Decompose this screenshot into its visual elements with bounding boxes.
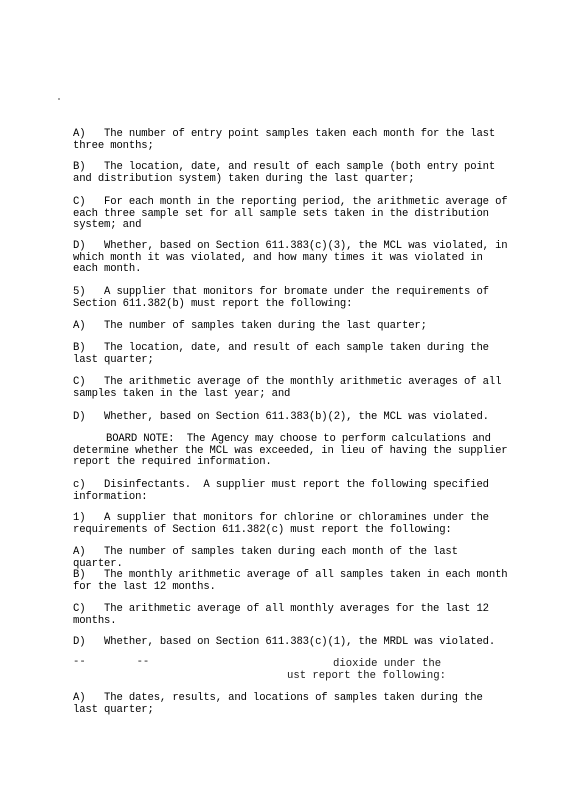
board-note: BOARD NOTE: The Agency may choose to perform calculations and determine whether the MCL was exceeded, in lieu of having the supplier report the required information. xyxy=(73,433,514,468)
paragraph-c-arithmetic-average: C) For each month in the reporting period, the arithmetic average of each three sample set for all sample sets taken in the distribution system; and xyxy=(73,196,514,231)
paragraph-a-samples-each-month: A) The number of samples taken during each month of the last quarter. xyxy=(73,546,465,570)
paragraph-a-samples-last-quarter: A) The number of samples taken during the last quarter; xyxy=(73,320,427,332)
paragraph-c-average-monthly-averages: C) The arithmetic average of all monthly averages for the last 12 months. xyxy=(73,603,496,627)
paragraph-d-mcl-violated: D) Whether, based on Section 611.383(c)(3), the MCL was violated, in which month it was violated, and how many times it was violated in each month. xyxy=(73,240,514,275)
fragment-report-line: ust report the following: xyxy=(287,670,446,682)
paragraph-d-mrdl-violated: D) Whether, based on Section 611.383(c)(1), the MRDL was violated. xyxy=(73,636,496,648)
paragraph-a-dates-results-locations: A) The dates, results, and locations of samples taken during the last quarter; xyxy=(73,692,489,716)
paragraph-d-bromate-mcl: D) Whether, based on Section 611.383(b)(2), the MCL was violated. xyxy=(73,411,489,423)
paragraph-1-chlorine-chloramines: 1) A supplier that monitors for chlorine or chloramines under the requirements of Section 611.382(c) must report the following: xyxy=(73,512,496,536)
paragraph-b-location-date-result: B) The location, date, and result of each sample (both entry point and distribution system) taken during the last quarter; xyxy=(73,161,502,185)
fragment-dioxide-line: dioxide under the xyxy=(333,658,442,670)
fragment-left-dashes: -- -- xyxy=(73,656,150,668)
paragraph-b-each-sample: B) The location, date, and result of each sample taken during the last quarter; xyxy=(73,342,496,366)
paragraph-a-entry-point-samples: A) The number of entry point samples taken each month for the last three months; xyxy=(73,128,502,152)
paragraph-c-monthly-averages: C) The arithmetic average of the monthly arithmetic averages of all samples taken in the last year; and xyxy=(73,376,508,400)
paragraph-b-monthly-average: B) The monthly arithmetic average of all samples taken in each month for the last 12 months. xyxy=(73,569,514,593)
paragraph-5-bromate: 5) A supplier that monitors for bromate under the requirements of Section 611.382(b) must report the following: xyxy=(73,286,496,310)
paragraph-c-disinfectants: c) Disinfectants. A supplier must report the following specified information: xyxy=(73,479,496,503)
scan-speck xyxy=(58,98,60,100)
